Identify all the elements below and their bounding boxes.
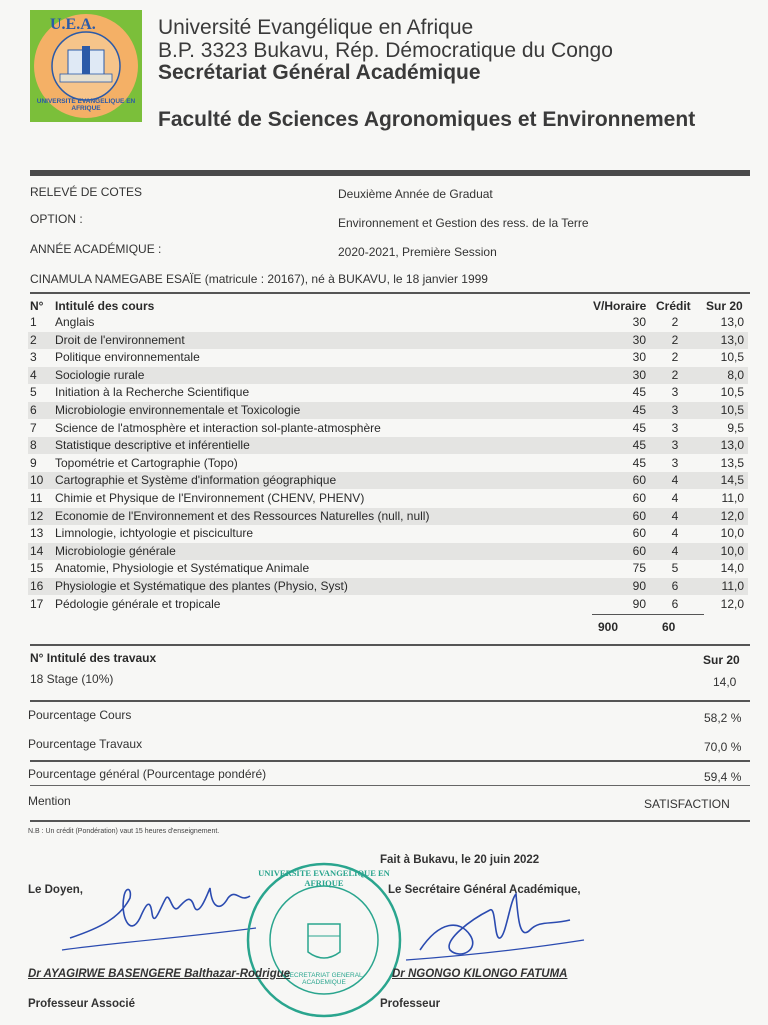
course-score: 13,0 — [720, 332, 744, 347]
travaux-row-label: 18 Stage (10%) — [30, 672, 114, 686]
place-date: Fait à Bukavu, le 20 juin 2022 — [380, 854, 540, 866]
right-signatory-role: Le Secrétaire Général Académique, — [388, 884, 581, 896]
total-hours: 900 — [598, 620, 619, 634]
travaux-header-score: Sur 20 — [703, 653, 740, 667]
course-number: 10 — [30, 473, 44, 488]
course-hours: 90 — [632, 596, 646, 611]
course-row — [28, 384, 748, 401]
total-credit: 60 — [662, 620, 676, 634]
course-title: Topométrie et Cartographie (Topo) — [55, 455, 238, 470]
course-title: Statistique descriptive et inférentielle — [55, 438, 250, 453]
course-score: 11,0 — [721, 491, 744, 505]
course-credit: 4 — [671, 526, 679, 541]
stamp-inner-text: SECRETARIAT GENERAL ACADEMIQUE — [285, 972, 363, 986]
course-number: 1 — [30, 315, 37, 329]
left-signatory-name: Dr AYAGIRWE BASENGERE Balthazar-Rodrigue — [28, 968, 291, 980]
course-hours: 45 — [632, 455, 646, 470]
left-signatory-role: Le Doyen, — [28, 884, 83, 896]
course-title: Droit de l'environnement — [55, 332, 185, 347]
option-label: OPTION : — [30, 212, 83, 226]
course-title: Microbiologie environnementale et Toxicologie — [55, 403, 301, 417]
course-row — [28, 596, 748, 613]
course-score: 9,5 — [727, 420, 744, 435]
secretariat-title: Secrétariat Général Académique — [158, 61, 481, 84]
sga-signature — [400, 880, 590, 975]
course-number: 7 — [30, 420, 37, 435]
course-row — [28, 367, 748, 384]
course-score: 10,5 — [720, 350, 744, 365]
summary-bottom-rule — [30, 820, 750, 822]
course-hours: 60 — [632, 491, 646, 505]
pourcentage-cours-label: Pourcentage Cours — [28, 708, 132, 722]
course-score: 10,0 — [720, 526, 744, 541]
course-number: 8 — [30, 438, 37, 453]
annee-value: 2020-2021, Première Session — [338, 245, 497, 259]
course-row — [28, 402, 748, 419]
course-score: 13,0 — [720, 315, 744, 329]
course-number: 2 — [30, 332, 37, 347]
mention-top-rule — [30, 785, 750, 786]
course-credit: 4 — [671, 491, 679, 505]
course-hours: 60 — [632, 508, 646, 523]
course-score: 12,0 — [720, 596, 744, 611]
option-value: Environnement et Gestion des ress. de la Terre — [338, 216, 589, 230]
course-score: 10,5 — [720, 385, 744, 400]
course-number: 16 — [30, 579, 44, 593]
general-top-rule — [30, 760, 750, 762]
courses-header-row — [28, 298, 748, 315]
course-credit: 3 — [671, 385, 679, 400]
course-row — [28, 525, 748, 542]
course-number: 17 — [30, 596, 44, 611]
course-hours: 30 — [632, 350, 646, 365]
header-divider — [30, 170, 750, 176]
annee-label: ANNÉE ACADÉMIQUE : — [30, 242, 162, 256]
course-number: 4 — [30, 367, 37, 382]
course-number: 5 — [30, 385, 37, 400]
pourcentage-travaux-value: 70,0 % — [704, 740, 742, 754]
pourcentage-general-value: 59,4 % — [704, 770, 742, 784]
official-stamp — [244, 860, 404, 1020]
course-row — [28, 455, 748, 472]
course-row — [28, 578, 748, 595]
courses-top-rule — [30, 292, 750, 294]
course-credit: 3 — [671, 403, 679, 417]
course-row — [28, 314, 748, 331]
course-row — [28, 508, 748, 525]
course-number: 3 — [30, 350, 37, 365]
doyen-signature — [60, 868, 260, 963]
course-number: 6 — [30, 403, 37, 417]
course-title: Sociologie rurale — [55, 367, 145, 382]
course-hours: 45 — [632, 438, 646, 453]
course-hours: 90 — [632, 579, 646, 593]
releve-value: Deuxième Année de Graduat — [338, 187, 493, 201]
col-header-hours: V/Horaire — [593, 299, 647, 313]
logo-ring-text: UNIVERSITE EVANGELIQUE EN AFRIQUE — [36, 98, 136, 112]
course-score: 14,0 — [720, 561, 744, 576]
course-title: Anatomie, Physiologie et Systématique Animale — [55, 561, 310, 576]
course-credit: 4 — [671, 473, 679, 488]
course-number: 12 — [30, 508, 44, 523]
university-logo — [30, 10, 142, 122]
course-credit: 6 — [671, 579, 679, 593]
course-row — [28, 472, 748, 489]
course-hours: 45 — [632, 420, 646, 435]
course-row — [28, 560, 748, 577]
pourcentage-general-label: Pourcentage général (Pourcentage pondéré) — [28, 767, 267, 781]
course-hours: 60 — [632, 543, 646, 558]
course-credit: 2 — [671, 350, 679, 365]
col-header-title: Intitulé des cours — [55, 299, 155, 313]
course-title: Chimie et Physique de l'Environnement (CHENV, PHENV) — [55, 491, 365, 505]
right-signatory-name: Dr NGONGO KILONGO FATUMA — [392, 968, 568, 980]
course-hours: 45 — [632, 385, 646, 400]
travaux-header-title: N° Intitulé des travaux — [30, 651, 157, 665]
course-score: 13,0 — [720, 438, 744, 453]
course-number: 14 — [30, 543, 44, 558]
releve-label: RELEVÉ DE COTES — [30, 185, 143, 199]
logo-abbrev: U.E.A. — [50, 16, 96, 33]
totals-rule — [592, 614, 704, 615]
course-row — [28, 437, 748, 454]
course-hours: 30 — [632, 332, 646, 347]
course-credit: 2 — [671, 315, 679, 329]
col-header-n: N° — [30, 299, 44, 313]
course-title: Physiologie et Systématique des plantes (Physio, Syst) — [55, 579, 348, 593]
travaux-top-rule — [30, 644, 750, 646]
course-row — [28, 332, 748, 349]
course-row — [28, 349, 748, 366]
course-title: Pédologie générale et tropicale — [55, 596, 221, 611]
course-credit: 2 — [671, 332, 679, 347]
nb-note: N.B : Un crédit (Pondération) vaut 15 heures d'enseignement. — [28, 828, 220, 835]
course-hours: 60 — [632, 526, 646, 541]
university-address: B.P. 3323 Bukavu, Rép. Démocratique du Congo — [158, 39, 613, 62]
course-hours: 30 — [632, 315, 646, 329]
course-score: 10,5 — [720, 403, 744, 417]
course-credit: 4 — [671, 543, 679, 558]
course-row — [28, 543, 748, 560]
course-score: 11,0 — [721, 579, 744, 593]
course-title: Microbiologie générale — [55, 543, 176, 558]
course-title: Cartographie et Système d'information géographique — [55, 473, 337, 488]
course-hours: 60 — [632, 473, 646, 488]
course-title: Science de l'atmosphère et interaction sol-plante-atmosphère — [55, 420, 381, 435]
faculty-title: Faculté de Sciences Agronomiques et Environnement — [158, 108, 696, 131]
mention-label: Mention — [28, 794, 71, 808]
course-credit: 4 — [671, 508, 679, 523]
course-score: 10,0 — [720, 543, 744, 558]
summary-top-rule — [30, 700, 750, 702]
course-credit: 5 — [671, 561, 679, 576]
right-signatory-title: Professeur — [380, 998, 441, 1010]
course-hours: 45 — [632, 403, 646, 417]
course-hours: 75 — [632, 561, 646, 576]
course-credit: 6 — [671, 596, 679, 611]
university-name: Université Evangélique en Afrique — [158, 16, 474, 39]
pourcentage-travaux-label: Pourcentage Travaux — [28, 737, 143, 751]
course-credit: 3 — [671, 420, 679, 435]
course-hours: 30 — [632, 367, 646, 382]
course-credit: 2 — [671, 367, 679, 382]
course-score: 14,5 — [720, 473, 744, 488]
col-header-credit: Crédit — [656, 299, 691, 313]
course-title: Economie de l'Environnement et des Ressources Naturelles (null, null) — [55, 508, 430, 523]
mention-value: SATISFACTION — [644, 797, 730, 811]
course-row — [28, 420, 748, 437]
course-number: 15 — [30, 561, 44, 576]
stamp-outer-text: UNIVERSITE EVANGELIQUE EN AFRIQUE — [258, 868, 390, 888]
pourcentage-cours-value: 58,2 % — [704, 711, 742, 725]
course-score: 8,0 — [727, 367, 744, 382]
course-number: 13 — [30, 526, 44, 541]
col-header-score: Sur 20 — [706, 299, 743, 313]
course-number: 9 — [30, 455, 37, 470]
left-signatory-title: Professeur Associé — [28, 998, 135, 1010]
course-score: 12,0 — [720, 508, 744, 523]
course-title: Politique environnementale — [55, 350, 200, 365]
course-credit: 3 — [671, 455, 679, 470]
course-title: Initiation à la Recherche Scientifique — [55, 385, 250, 400]
student-identity: CINAMULA NAMEGABE ESAÏE (matricule : 20167), né à BUKAVU, le 18 janvier 1999 — [30, 272, 488, 286]
course-row — [28, 490, 748, 507]
course-credit: 3 — [671, 438, 679, 453]
course-number: 11 — [30, 491, 43, 505]
travaux-row-score: 14,0 — [713, 675, 737, 689]
course-title: Anglais — [55, 315, 95, 329]
course-score: 13,5 — [720, 455, 744, 470]
course-title: Limnologie, ichtyologie et pisciculture — [55, 526, 254, 541]
